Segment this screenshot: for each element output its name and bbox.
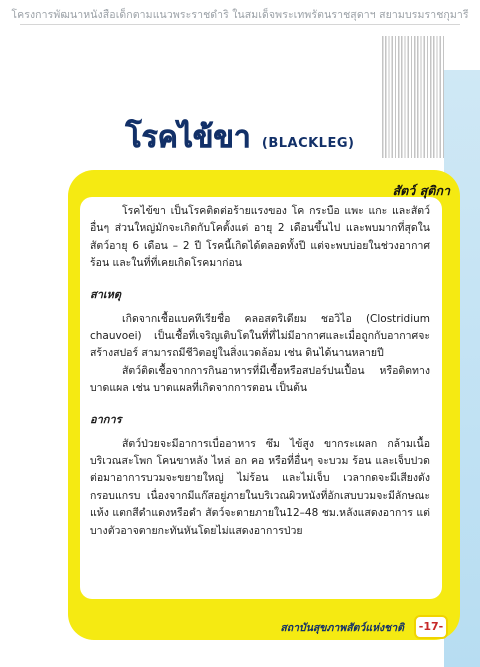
spacer [90, 303, 430, 311]
title-thai: โรคไข้ขา [125, 120, 251, 155]
cause-paragraph: สัตว์ติดเชื้อจากการกินอาหารที่มีเชื้อหรือสปอร์ปนเปื้อน หรือติดทางบาดแผล เช่น บาดแผลที่เกิดจากการตอน เป็นต้น [90, 364, 430, 395]
cause-paragraph: เกิดจากเชื้อแบคทีเรียชื่อ คลอสตริเดียม ชอวิไอ (Clostridium chauvoei) เป็นเชื้อที่เจริญเติบโตในที่ที่ไม่มีอากาศและเมื่อถูกกับอากาศจะสร้างสปอร์ สามารถมีชีวิตอยู่ในสิ่งแวดล้อม เช่น ดินได้นานหลายปี [90, 312, 430, 360]
title-english: (BLACKLEG) [261, 136, 355, 151]
header-rule [20, 24, 460, 25]
spacer [90, 273, 430, 287]
author-name: สัตว์ สุติกา [392, 183, 450, 198]
spacer [90, 398, 430, 412]
symptoms-heading: อาการ [90, 412, 122, 426]
page-number: -17- [414, 615, 448, 639]
cause-heading: สาเหตุ [90, 287, 122, 301]
footer-institute: สถาบันสุขภาพสัตว์แห่งชาติ [280, 622, 404, 634]
header-text: โครงการพัฒนาหนังสือเด็กตามแนวพระราชดำริ ในสมเด็จพระเทพรัตนราชสุดาฯ สยามบรมราชกุมารี [11, 9, 469, 21]
article-title [0, 114, 480, 161]
spacer [90, 428, 430, 436]
symptoms-paragraph: สัตว์ป่วยจะมีอาการเบื่ออาหาร ซึม ไข้สูง ขากระเผลก กล้ามเนื้อบริเวณสะโพก โคนขาหลัง ไหล่ อก คอ หรือที่อื่นๆ จะบวม ร้อน และเจ็บปวด ต่อมาอาการบวมจะขยายใหญ่ ไม่ร้อน และไม่เจ็บ เวลากดจะมีเสียงดังกรอบแกรบ เนื่องจากมีแก๊สอยู่ภายในบริเวณผิวหนังที่อักเสบบวมจะมีลักษณะแห้ง แตกสีดำแดงหรือดำ สัตว์จะตายภายใน12–48 ชม.หลังแสดงอาการ แต่บางตัวอาจตายกะทันหันโดยไม่แสดงอาการป่วย [90, 437, 430, 537]
article-content [90, 203, 430, 540]
intro-paragraph: โรคไข้ขา เป็นโรคติดต่อร้ายแรงของ โค กระบือ แพะ แกะ และสัตว์อื่นๆ ส่วนใหญ่มักจะเกิดกับโคตั้งแต่ อายุ 2 เดือนขึ้นไป และพบมากที่สุดในสัตว์อายุ 6 เดือน – 2 ปี โรคนี้เกิดได้ตลอดทั้งปี แต่จะพบบ่อยในช่วงอากาศร้อน และในที่ที่เคยเกิดโรคมาก่อน [90, 205, 430, 270]
